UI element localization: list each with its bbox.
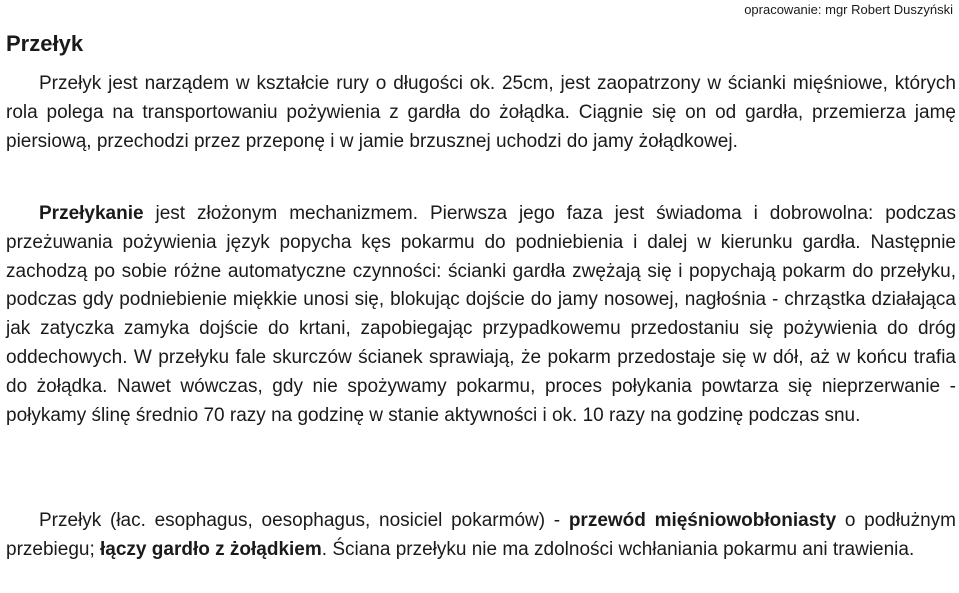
paragraph-intro-text: Przełyk jest narządem w kształcie rury o długości ok. 25cm, jest zaopatrzony w ścianki mięśniowe, których rola polega na transportowaniu pożywienia z gardła do żołądka. Ciągnie się on od gardła, przemierza jamę piersiową, przechodzi przez przeponę i w jamie brzusznej uchodzi do jamy żołądkowej. [6,73,956,152]
definition-bold-1: przewód mięśniowobłoniasty [568,510,837,531]
author-credit: opracowanie: mgr Robert Duszyński [744,2,953,17]
definition-text-2: o podłużnym przebiegu; [6,510,957,560]
paragraph-intro [6,70,956,156]
page-title: Przełyk [6,31,84,56]
definition-text-1: Przełyk (łac. esophagus, oesophagus, nosiciel pokarmów) - [39,510,569,531]
definition-text-3: . Ściana przełyku nie ma zdolności wchłaniania pokarmu ani trawienia. [321,538,915,560]
term-swallowing: Przełykanie [39,203,144,224]
paragraph-swallowing [6,200,956,430]
paragraph-swallowing-text: jest złożonym mechanizmem. Pierwsza jego faza jest świadoma i dobrowolna: podczas przeżuwania pożywienia język popycha kęs pokarmu do podniebienia i dalej w kierunku gardła. Następnie zachodzą po sobie różne automatyczne czynności: ścianki gardła zwężają się i popychają pokarm do przełyku, podczas gdy podniebienie miękkie unosi się, blokując dojście do jamy nosowej, nagłośnia - chrząstka działająca jak zatyczka zamyka dojście do krtani, zapobiegając przypadkowemu przedostaniu się pożywienia do dróg oddechowych. W przełyku fale skurczów ścianek sprawiają, że pokarm przedostaje się w dół, aż w końcu trafia do żołądka. Nawet wówczas, gdy nie spożywamy pokarmu, proces połykania powtarza się nieprzerwanie - połykamy ślinę średnio 70 razy na godzinę w stanie aktywności i ok. 10 razy na godzinę podczas snu. [6,203,956,426]
paragraph-definition [6,507,956,565]
definition-bold-2: łączy gardło z żołądkiem [100,538,322,560]
